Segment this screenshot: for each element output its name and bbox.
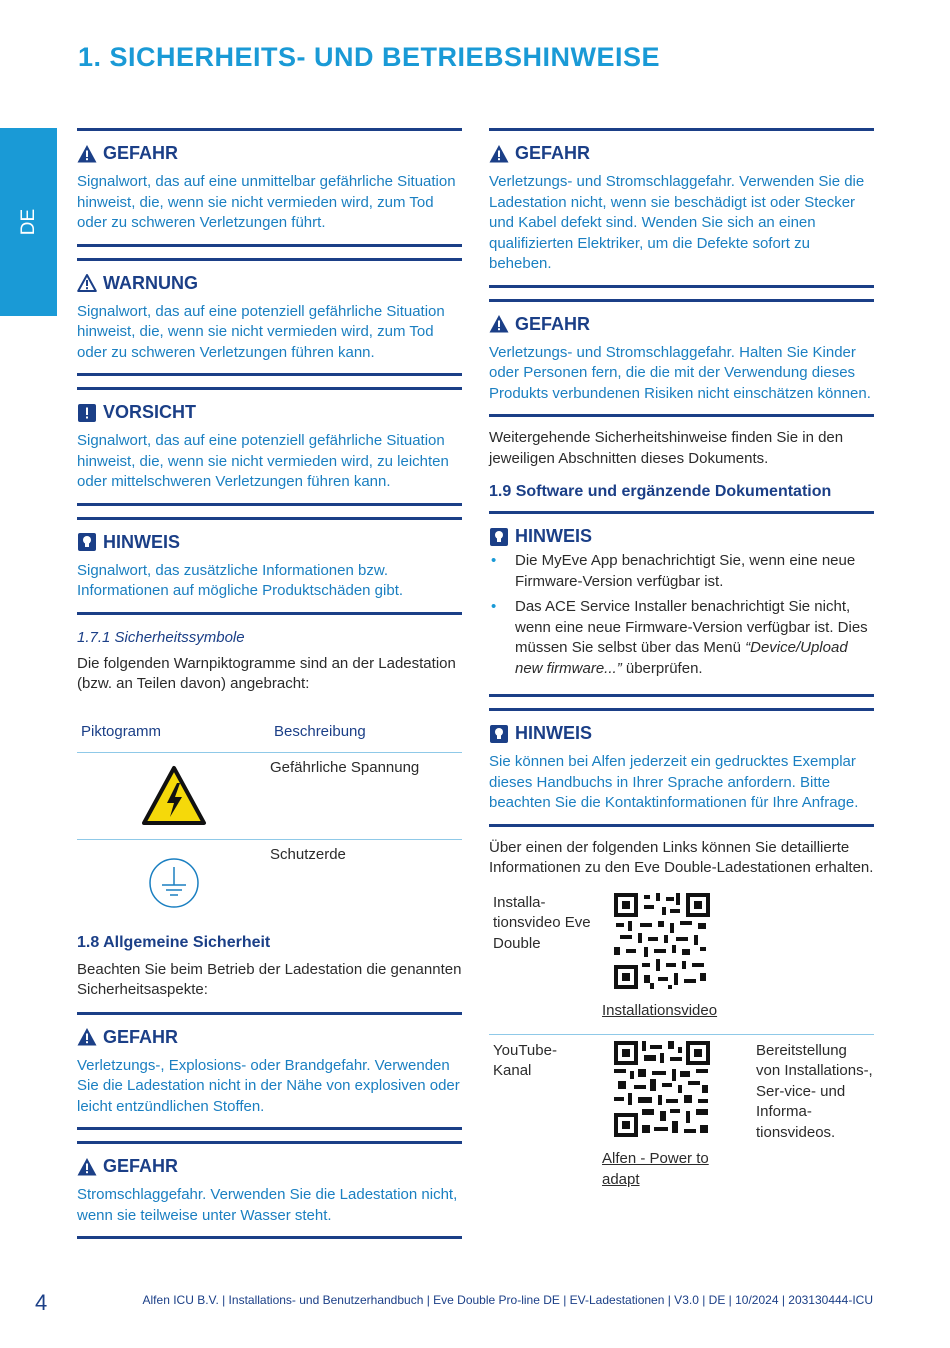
row-description: Gefährliche Spannung [270,758,420,776]
box-text: Signalwort, das auf eine potenziell gefährliche Situation hinweist, die, wenn sie nicht vermieden wird, zum Tod oder zu schweren Verletzungen führen kann. [77,302,445,361]
gefahr-damaged-box [489,128,874,288]
further-info-text: Weitergehende Sicherheitshinweise finden Sie in den jeweiligen Abschnitten dieses Dokuments. [489,429,844,467]
link-label: Installa-tionsvideo Eve Double [493,893,591,952]
software-heading: 1.9 Software und ergänzende Dokumentation [489,483,832,500]
pictogram-table [77,717,462,926]
hinweis-definition-box [77,517,462,615]
box-text: Sie können bei Alfen jederzeit ein gedrucktes Exemplar dieses Handbuchs in Ihrer Sprache anfordern. Bitte beachten Sie die Kontaktinformationen für Ihre Anfrage. [489,753,859,811]
left-column [77,128,462,1250]
link-label: YouTube-Kanal [493,1041,557,1079]
warning-triangle-icon [77,144,97,164]
table-row [489,893,874,1035]
lightbulb-icon [77,532,97,552]
list-item [489,597,874,679]
box-heading: HINWEIS [515,526,593,546]
footer-text: Alfen ICU B.V. | Installations- und Benutzerhandbuch | Eve Double Pro-line DE | EV-Ladestationen | V3.0 | DE | 10/2024 | 203130444-ICU [142,1293,873,1307]
box-heading: GEFAHR [103,1156,179,1176]
box-text: Verletzungs- und Stromschlaggefahr. Verwenden Sie die Ladestation nicht, wenn sie beschädigt ist oder Stecker und Kabel defekt sind. Wenden Sie sich an einen qualifizierten Elektriker, um die Defekte sofort zu beheben. [489,173,865,272]
link-description [742,893,874,1022]
lightbulb-icon [489,527,509,547]
links-table [489,893,874,1191]
box-heading: GEFAHR [103,1026,179,1047]
list-item-text-end: überprüfen. [621,659,703,677]
warning-triangle-icon [77,1027,97,1047]
qr-code-icon[interactable] [614,893,710,989]
table-row [77,753,462,840]
box-heading: VORSICHT [103,402,197,422]
vorsicht-definition-box [77,387,462,506]
box-heading: GEFAHR [515,313,591,334]
gefahr-children-box [489,299,874,418]
menu-path: “Device/Upload new firmware...” [515,639,848,677]
hinweis-firmware-box [489,511,874,697]
qr-code-icon[interactable] [614,1041,710,1137]
box-text: Signalwort, das auf eine unmittelbar gefährliche Situation hinweist, die, wenn sie nicht vermieden wird, zum Tod oder zu schweren Verletzungen führt. [77,173,456,231]
warning-outline-icon [77,273,97,293]
lightbulb-icon [489,724,509,744]
general-safety-heading: 1.8 Allgemeine Sicherheit [77,933,271,951]
box-text: Stromschlaggefahr. Verwenden Sie die Ladestation nicht, wenn sie teilweise unter Wasser steht. [77,1186,458,1224]
box-heading: GEFAHR [515,143,591,163]
list-item-text: Das ACE Service Installer benachrichtigt Sie nicht, wenn eine neue Firmware-Version verfügbar ist. Dies müssen Sie selbst über das Menü [515,598,868,656]
symbols-intro: Die folgenden Warnpiktogramme sind an der Ladestation (bzw. an Teilen davon) angebracht: [77,654,456,692]
box-text: Verletzungs- und Stromschlaggefahr. Halten Sie Kinder oder Personen fern, die die mit der Verwendung dieses Produkts verbundenen Risiken nicht einschätzen können. [489,343,871,402]
page-number: 4 [35,1290,48,1315]
list-item: • Die MyEve App benachrichtigt Sie, wenn eine neue Firmware-Version verfügbar ist. [489,551,874,592]
column-header-description: Beschreibung [274,722,366,740]
table-row [489,1035,874,1191]
box-text: Verletzungs-, Explosions- oder Brandgefahr. Verwenden Sie die Ladestation nicht in der Nähe von explosiven oder leicht entzündlichen Stoffen. [77,1056,460,1115]
gefahr-definition-box [77,128,462,247]
box-heading: WARNUNG [103,272,198,293]
right-column [489,128,874,1190]
link-description: Bereitstellung von Installations-, Ser-vice- und Informa-tionsvideos. [756,1041,873,1141]
gefahr-explosion-box [77,1012,462,1131]
gefahr-water-box [77,1141,462,1239]
warning-triangle-icon [489,144,509,164]
box-heading: HINWEIS [103,531,181,552]
column-header-pictogram: Piktogramm [81,722,162,740]
box-text: Signalwort, das auf eine potenziell gefährliche Situation hinweist, die, wenn sie nicht vermieden wird, zu leichten oder mittelschweren Verletzungen führen kann. [77,432,449,490]
exclamation-square-icon [77,403,97,423]
row-description: Schutzerde [270,845,346,863]
general-safety-intro: Beachten Sie beim Betrieb der Ladestation die genannten Sicherheitsaspekte: [77,960,462,998]
warning-triangle-icon [489,314,509,334]
box-heading: HINWEIS [515,723,593,743]
installation-video-link[interactable]: Installationsvideo [602,1002,718,1019]
box-heading: GEFAHR [103,143,179,163]
language-label: DE [17,208,39,236]
warning-triangle-icon [77,1157,97,1177]
high-voltage-icon [141,765,207,827]
symbols-heading: 1.7.1 Sicherheitssymbole [77,628,245,646]
protective-earth-icon [148,857,200,909]
language-tab [0,128,57,316]
links-intro: Über einen der folgenden Links können Sie detaillierte Informationen zu den Eve Double-Ladestationen erhalten. [489,838,874,876]
page-title: 1. SICHERHEITS- UND BETRIEBSHINWEISE [78,42,661,72]
warnung-definition-box [77,258,462,377]
table-row [77,840,462,926]
hinweis-manual-box [489,708,874,827]
youtube-channel-link[interactable]: Alfen - Power to adapt [602,1150,709,1188]
box-text: Signalwort, das zusätzliche Informationen bzw. Informationen auf mögliche Produktschäden gibt. [77,561,404,599]
